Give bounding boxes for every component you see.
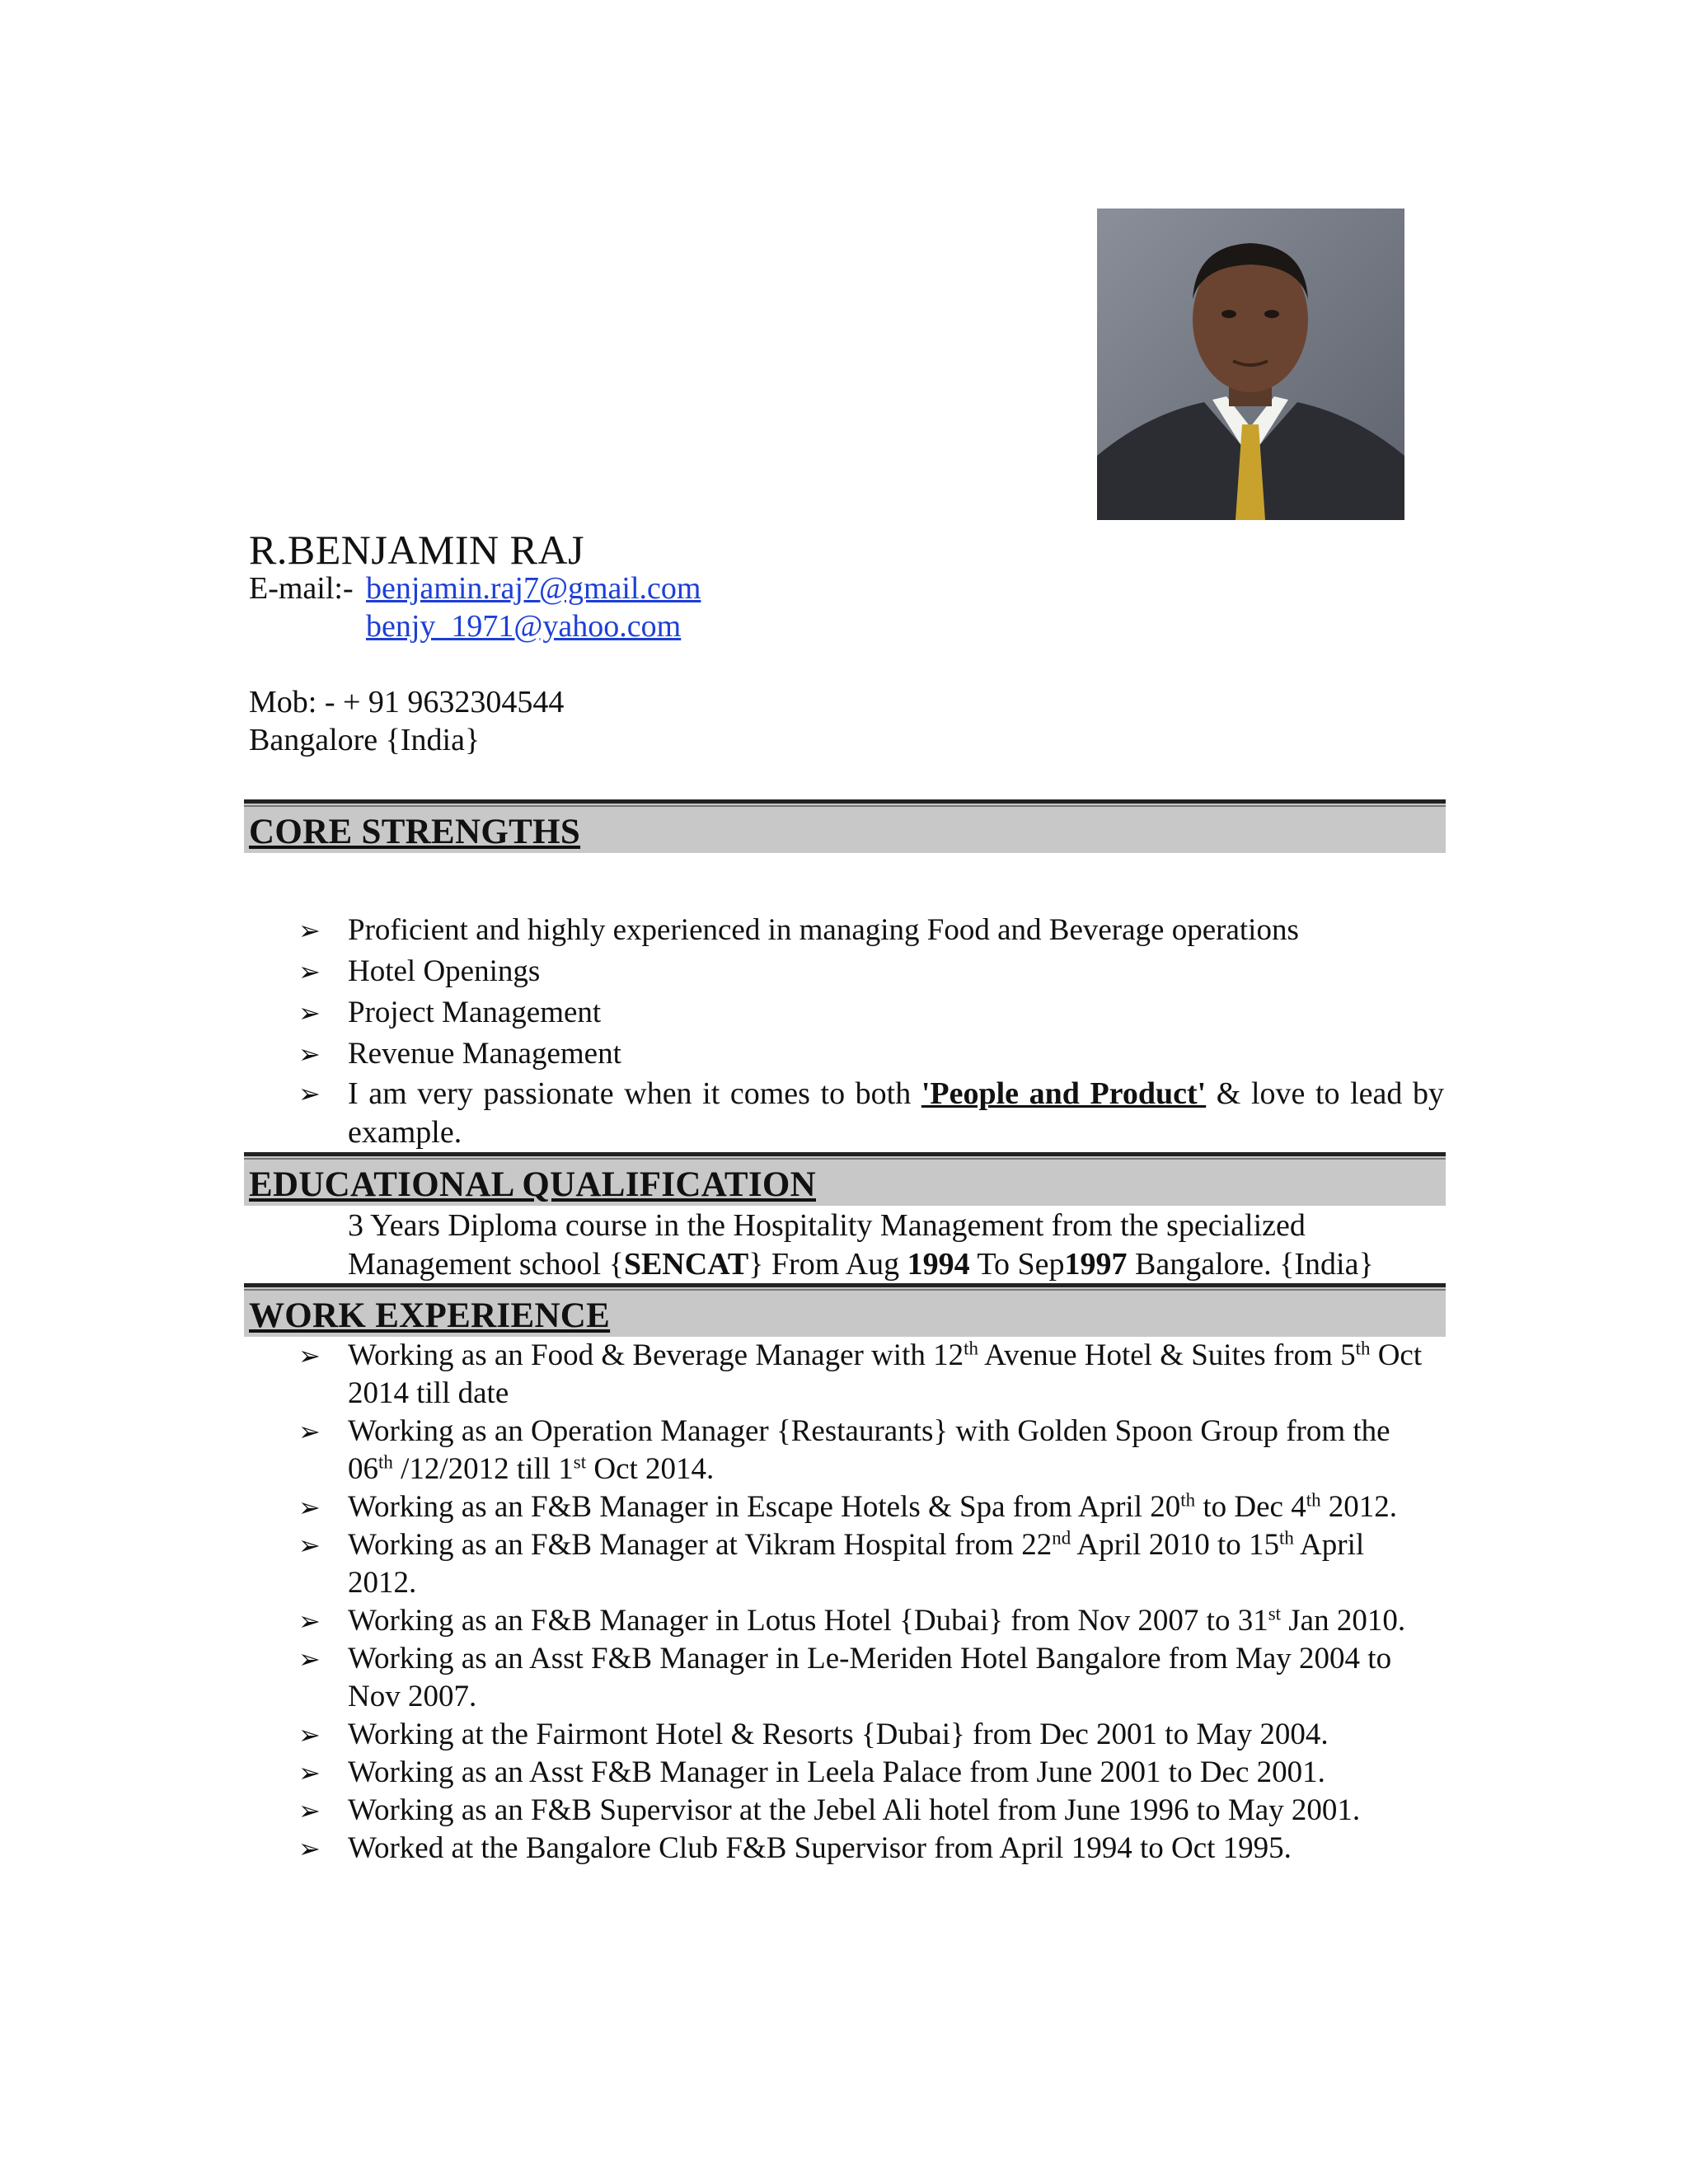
arrow-bullet-icon: ➢ (298, 956, 321, 987)
education-details (348, 1207, 1452, 1284)
list-item: ➢ Project Management (298, 992, 1444, 1033)
work-item: ➢ Working as an Asst F&B Manager in Le-Meriden Hotel Bangalore from May 2004 to Nov 2007. (298, 1642, 1392, 1713)
education-line-2: Management school {SENCAT} From Aug 1994 To Sep1997 Bangalore. {India} (348, 1247, 1374, 1282)
section-work-experience (244, 1283, 1446, 1337)
work-item: ➢ Worked at the Bangalore Club F&B Supervisor from April 1994 to Oct 1995. (298, 1830, 1436, 1868)
work-item: ➢ Working as an F&B Manager at Vikram Hospital from 22nd April 2010 to 15th April 2012. (298, 1527, 1365, 1600)
arrow-bullet-icon: ➢ (298, 1530, 321, 1561)
email-row (249, 570, 701, 607)
list-item: ➢ I am very passionate when it comes to both 'People and Product' & love to lead by example. (298, 1076, 1444, 1150)
people-and-product-highlight: 'People and Product' (921, 1076, 1207, 1111)
arrow-bullet-icon: ➢ (298, 1492, 321, 1523)
section-title: CORE STRENGTHS (249, 813, 581, 851)
work-experience-list (298, 1337, 1436, 1868)
arrow-bullet-icon: ➢ (298, 1643, 321, 1675)
work-item: ➢ Working as an Asst F&B Manager in Leela Palace from June 2001 to Dec 2001. (298, 1754, 1436, 1792)
arrow-bullet-icon: ➢ (298, 1078, 321, 1109)
email-secondary-link[interactable]: benjy_1971@yahoo.com (366, 609, 682, 644)
list-item: ➢ Proficient and highly experienced in managing Food and Beverage operations (298, 910, 1444, 951)
arrow-bullet-icon: ➢ (298, 1719, 321, 1750)
arrow-bullet-icon: ➢ (298, 1605, 321, 1637)
work-item: ➢ Working as an Food & Beverage Manager with 12th Avenue Hotel & Suites from 5th Oct 2014 till date (298, 1338, 1423, 1410)
work-item: ➢ Working at the Fairmont Hotel & Resorts {Dubai} from Dec 2001 to May 2004. (298, 1716, 1436, 1754)
arrow-bullet-icon: ➢ (298, 997, 321, 1029)
work-item: ➢ Working as an F&B Manager in Lotus Hotel {Dubai} from Nov 2007 to 31st Jan 2010. (298, 1602, 1436, 1640)
email-primary-link[interactable]: benjamin.raj7@gmail.com (366, 571, 701, 606)
section-title: EDUCATIONAL QUALIFICATION (249, 1165, 817, 1204)
arrow-bullet-icon: ➢ (298, 1340, 321, 1371)
email-label: E-mail:- (249, 571, 354, 606)
candidate-name: R.BENJAMIN RAJ (249, 527, 585, 573)
work-item: ➢ Working as an Operation Manager {Restaurants} with Golden Spoon Group from the 06th /12/2012 till 1st Oct 2014. (298, 1414, 1390, 1486)
list-item: ➢ Revenue Management (298, 1033, 1444, 1075)
arrow-bullet-icon: ➢ (298, 1416, 321, 1447)
arrow-bullet-icon: ➢ (298, 1833, 321, 1864)
arrow-bullet-icon: ➢ (298, 915, 321, 946)
education-line-1: 3 Years Diploma course in the Hospitality Management from the specialized (348, 1208, 1306, 1243)
work-item: ➢ Working as an F&B Manager in Escape Hotels & Spa from April 20th to Dec 4th 2012. (298, 1488, 1436, 1526)
core-strengths-list (298, 910, 1444, 1152)
mobile-number: Mob: - + 91 9632304544 (249, 685, 565, 719)
profile-photo (1097, 209, 1404, 520)
section-title: WORK EXPERIENCE (249, 1296, 611, 1335)
section-core-strengths (244, 799, 1446, 853)
arrow-bullet-icon: ➢ (298, 1038, 321, 1070)
arrow-bullet-icon: ➢ (298, 1795, 321, 1826)
email-row-secondary (366, 608, 681, 644)
work-item: ➢ Working as an F&B Supervisor at the Jebel Ali hotel from June 1996 to May 2001. (298, 1792, 1436, 1830)
section-education (244, 1152, 1446, 1206)
arrow-bullet-icon: ➢ (298, 1757, 321, 1788)
location: Bangalore {India} (249, 723, 481, 757)
list-item: ➢ Hotel Openings (298, 951, 1444, 992)
